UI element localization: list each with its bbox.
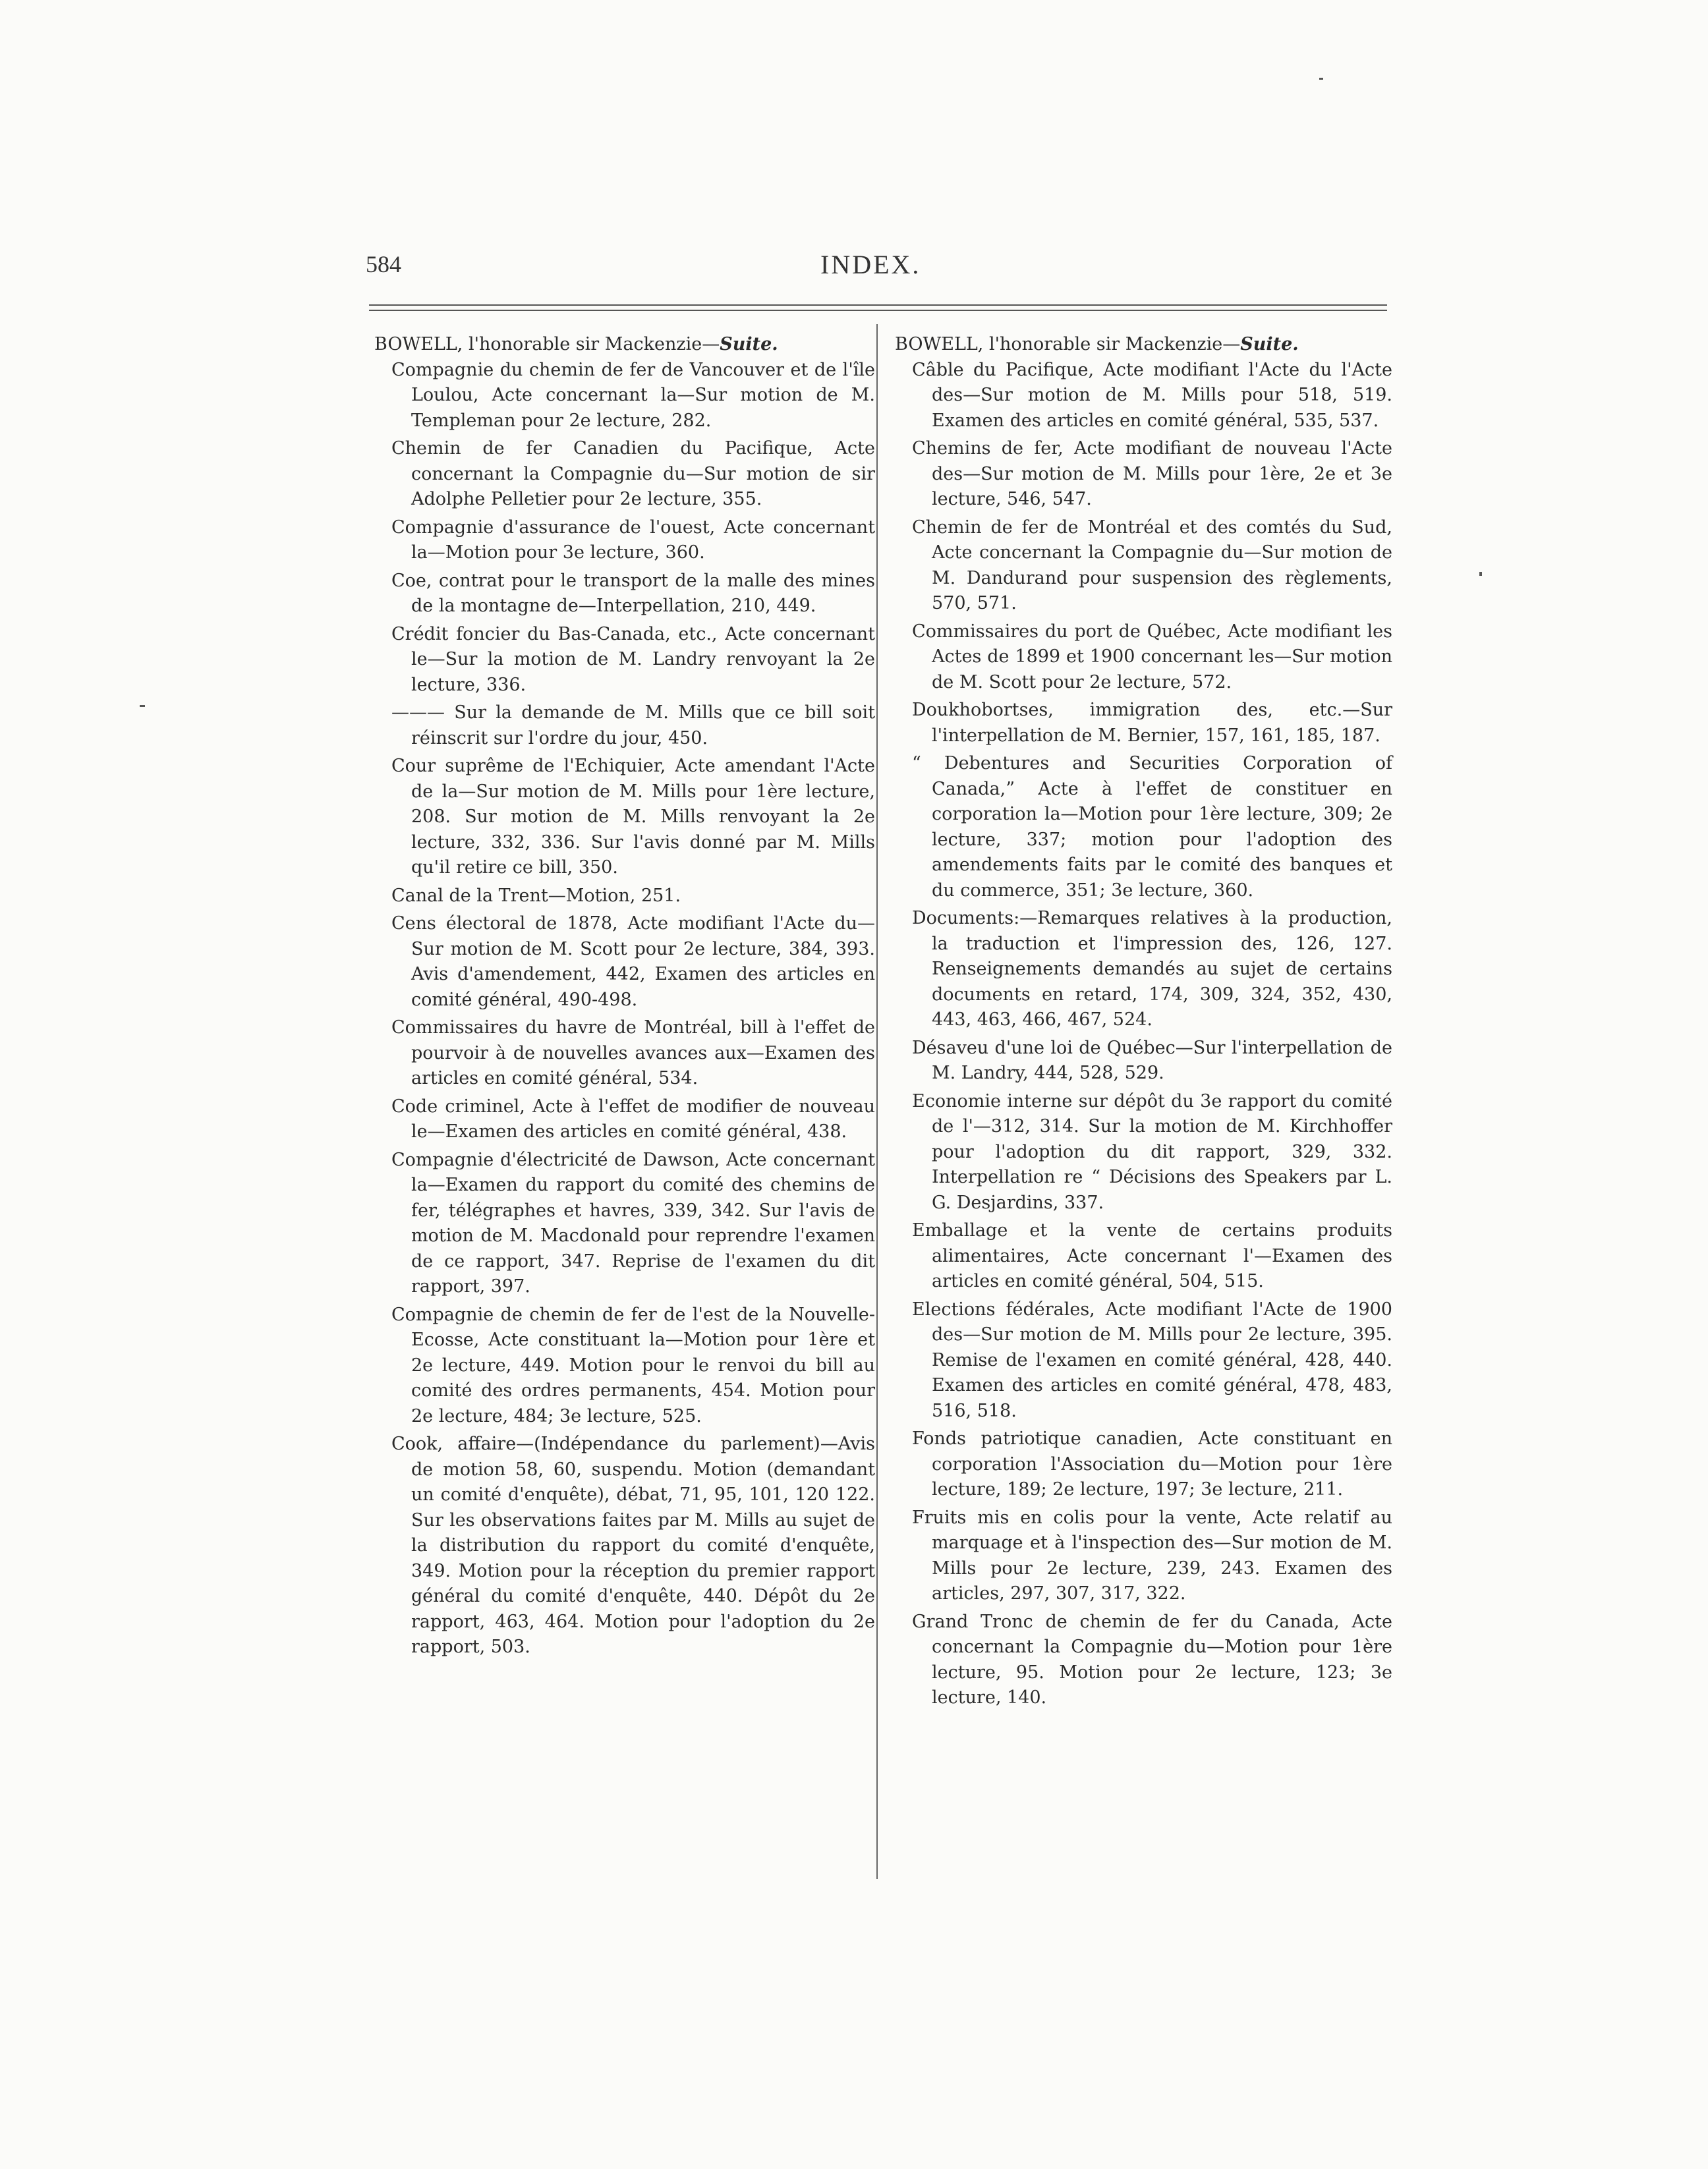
left-heading-suite: Suite. — [720, 334, 778, 354]
right-heading-suite: Suite. — [1240, 334, 1299, 354]
index-entry: Compagnie d'assurance de l'ouest, Acte concernant la—Motion pour 3e lecture, 360. — [391, 517, 875, 563]
index-entry: Documents:—Remarques relatives à la production, la traduction et l'impression des, 126, 127. Renseignements demandés au sujet de certains documents en retard, 174, 309, 324, 352, 430, 443, 463, 466, 467, 524. — [912, 908, 1392, 1030]
index-entry: Compagnie d'électricité de Dawson, Acte concernant la—Examen du rapport du comité des chemins de fer, télégraphes et havres, 339, 342. Sur l'avis de motion de M. Macdonald pour reprendre l'examen de ce rapport, 347. Reprise de l'examen du dit rapport, 397. — [391, 1149, 875, 1297]
scan-speck — [1319, 78, 1323, 80]
index-entry: ——— Sur la demande de M. Mills que ce bill soit réinscrit sur l'ordre du jour, 450. — [391, 702, 875, 748]
left-column — [374, 332, 875, 1663]
index-entry: Compagnie de chemin de fer de l'est de la Nouvelle-Ecosse, Acte constituant la—Motion pour 1ère et 2e lecture, 449. Motion pour le renvoi du bill au comité des ordres permanents, 454. Motion pour 2e lecture, 484; 3e lecture, 525. — [391, 1304, 875, 1426]
index-entry: Fonds patriotique canadien, Acte constituant en corporation l'Association du—Motion pour 1ère lecture, 189; 2e lecture, 197; 3e lecture, 211. — [912, 1428, 1392, 1500]
index-entry: Cour suprême de l'Echiquier, Acte amendant l'Acte de la—Sur motion de M. Mills pour 1ère lecture, 208. Sur motion de M. Mills renvoyant la 2e lecture, 332, 336. Sur l'avis donné par M. Mills qu'il retire ce bill, 350. — [391, 756, 875, 878]
page-number: 584 — [366, 251, 401, 277]
index-entry: Câble du Pacifique, Acte modifiant l'Acte du l'Acte des—Sur motion de M. Mills pour 518, 519. Examen des articles en comité général, 535, 537. — [912, 359, 1392, 431]
header-rule-top — [369, 304, 1387, 306]
scan-speck — [140, 705, 145, 707]
right-column-heading — [895, 332, 1392, 358]
scan-speck — [1479, 572, 1482, 576]
left-heading-text: BOWELL, l'honorable sir Mackenzie— — [374, 334, 720, 354]
index-entry: Crédit foncier du Bas-Canada, etc., Acte concernant le—Sur la motion de M. Landry renvoyant la 2e lecture, 336. — [391, 623, 875, 695]
left-column-heading — [374, 332, 875, 358]
running-head-title: INDEX. — [820, 250, 921, 279]
index-entry: Chemins de fer, Acte modifiant de nouveau l'Acte des—Sur motion de M. Mills pour 1ère, 2e et 3e lecture, 546, 547. — [912, 438, 1392, 509]
index-entry: Coe, contrat pour le transport de la malle des mines de la montagne de—Interpellation, 210, 449. — [391, 570, 875, 616]
right-column — [895, 332, 1392, 1714]
index-entry: Chemin de fer de Montréal et des comtés du Sud, Acte concernant la Compagnie du—Sur motion de M. Dandurand pour suspension des règlements, 570, 571. — [912, 517, 1392, 613]
column-divider — [876, 324, 878, 1879]
index-entry: Grand Tronc de chemin de fer du Canada, Acte concernant la Compagnie du—Motion pour 1ère lecture, 95. Motion pour 2e lecture, 123; 3e lecture, 140. — [912, 1611, 1392, 1708]
index-entry: Cens électoral de 1878, Acte modifiant l'Acte du—Sur motion de M. Scott pour 2e lecture, 384, 393. Avis d'amendement, 442, Examen des articles en comité général, 490-498. — [391, 913, 875, 1010]
index-entry: Fruits mis en colis pour la vente, Acte relatif au marquage et à l'inspection des—Sur motion de M. Mills pour 2e lecture, 239, 243. Examen des articles, 297, 307, 317, 322. — [912, 1507, 1392, 1604]
index-entry: Commissaires du havre de Montréal, bill à l'effet de pourvoir à de nouvelles avances aux—Examen des articles en comité général, 534. — [391, 1017, 875, 1088]
index-entry: Doukhobortses, immigration des, etc.—Sur l'interpellation de M. Bernier, 157, 161, 185, 187. — [912, 700, 1392, 746]
index-entry: Chemin de fer Canadien du Pacifique, Acte concernant la Compagnie du—Sur motion de sir Adolphe Pelletier pour 2e lecture, 355. — [391, 438, 875, 509]
index-entry: Emballage et la vente de certains produits alimentaires, Acte concernant l'—Examen des articles en comité général, 504, 515. — [912, 1220, 1392, 1291]
index-entry: “ Debentures and Securities Corporation of Canada,” Acte à l'effet de constituer en corporation la—Motion pour 1ère lecture, 309; 2e lecture, 337; motion pour l'adoption des amendements faits par le comité des banques et du commerce, 351; 3e lecture, 360. — [912, 753, 1392, 901]
index-entry: Code criminel, Acte à l'effet de modifier de nouveau le—Examen des articles en comité général, 438. — [391, 1096, 875, 1142]
index-entry: Commissaires du port de Québec, Acte modifiant les Actes de 1899 et 1900 concernant les—Sur motion de M. Scott pour 2e lecture, 572. — [912, 621, 1392, 692]
index-entry: Economie interne sur dépôt du 3e rapport du comité de l'—312, 314. Sur la motion de M. Kirchhoffer pour l'adoption du dit rapport, 329, 332. Interpellation re “ Décisions des Speakers par L. G. Desjardins, 337. — [912, 1090, 1392, 1213]
right-heading-text: BOWELL, l'honorable sir Mackenzie— — [895, 334, 1241, 354]
index-entry: Désaveu d'une loi de Québec—Sur l'interpellation de M. Landry, 444, 528, 529. — [912, 1037, 1392, 1083]
index-entry: Compagnie du chemin de fer de Vancouver et de l'île Loulou, Acte concernant la—Sur motion de M. Templeman pour 2e lecture, 282. — [391, 359, 875, 431]
index-entry: Canal de la Trent—Motion, 251. — [391, 885, 681, 906]
index-entry: Cook, affaire—(Indépendance du parlement)—Avis de motion 58, 60, suspendu. Motion (demandant un comité d'enquête), débat, 71, 95, 101, 120 122. Sur les observations faites par M. Mills au sujet de la distribution du rapport du comité d'enquête, 349. Motion pour la réception du premier rapport général du comité d'enquête, 440. Dépôt du 2e rapport, 463, 464. Motion pour l'adoption du 2e rapport, 503. — [391, 1434, 875, 1657]
header-rule-bottom — [369, 310, 1387, 311]
index-entry: Elections fédérales, Acte modifiant l'Acte de 1900 des—Sur motion de M. Mills pour 2e lecture, 395. Remise de l'examen en comité général, 428, 440. Examen des articles en comité général, 478, 483, 516, 518. — [912, 1299, 1392, 1421]
